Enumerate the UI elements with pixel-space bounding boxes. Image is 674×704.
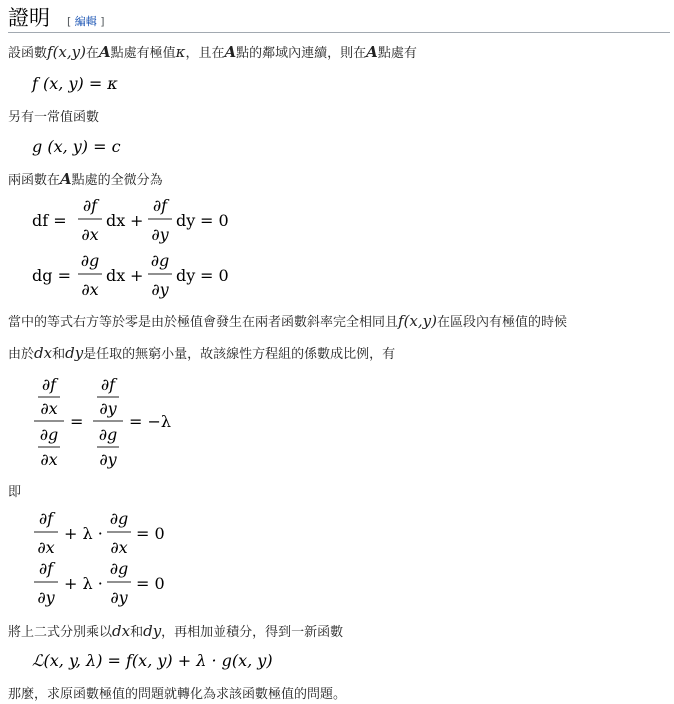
equation-system-x-svg xyxy=(32,508,232,560)
frac-num: ∂f xyxy=(82,196,98,215)
eq-rhs: = 0 xyxy=(200,266,229,285)
text: ，且在 xyxy=(185,46,225,61)
paragraph-constant-function: 另有一常值函數 xyxy=(8,110,100,125)
text: 點處的全微分為 xyxy=(71,173,163,188)
math-point-a: A xyxy=(99,43,111,61)
paragraph-conclusion: 那麼，求原函數極值的問題就轉化為求該函數極值的問題。 xyxy=(8,687,347,702)
equation-system-x xyxy=(32,508,232,560)
equation-ratio xyxy=(32,368,232,472)
eq-dy: dy xyxy=(176,211,196,230)
eq-plus-lambda: + λ · xyxy=(64,574,103,593)
equation-df-svg xyxy=(32,195,292,247)
eq-rhs: = 0 xyxy=(136,524,165,543)
frac-num: ∂g xyxy=(39,425,59,444)
text: 兩函數在 xyxy=(8,173,61,188)
text: 點的鄰域內連續，則在 xyxy=(236,46,367,61)
eq-text: g (x, y) = c xyxy=(32,137,121,156)
text: 在區段內有極值的時候 xyxy=(436,315,567,330)
edit-section xyxy=(67,13,105,29)
paragraph-namely: 即 xyxy=(8,485,22,500)
equation-g-c xyxy=(32,135,192,159)
paragraph-proportional xyxy=(8,343,395,362)
eq-dx: dx xyxy=(106,211,126,230)
math-dy: dy xyxy=(143,622,162,640)
edit-bracket-close: ] xyxy=(100,15,105,28)
frac-num: ∂f xyxy=(100,375,116,394)
math-point-a: A xyxy=(60,170,72,188)
eq-plus: + xyxy=(130,211,144,230)
frac-den: ∂x xyxy=(81,280,99,299)
equation-dg-svg xyxy=(32,250,292,302)
paragraph-slope-condition xyxy=(8,311,567,330)
frac-num: ∂g xyxy=(80,251,100,270)
eq-plus: + xyxy=(130,266,144,285)
text: 點處有極值 xyxy=(110,46,176,61)
eq-lhs: dg = xyxy=(32,266,71,285)
eq-text: ℒ(x, y, λ) = f(x, y) + λ · g(x, y) xyxy=(32,651,273,670)
frac-den: ∂y xyxy=(99,450,117,469)
text: 將上二式分別乘以 xyxy=(8,625,113,640)
frac-den: ∂y xyxy=(151,225,169,244)
frac-den: ∂x xyxy=(37,538,55,557)
text: 由於 xyxy=(8,347,35,362)
section-heading xyxy=(8,4,670,33)
frac-num: ∂f xyxy=(38,509,54,528)
equation-system-y-svg xyxy=(32,558,232,610)
eq-dy: dy xyxy=(176,266,196,285)
paragraph-setup xyxy=(8,42,417,61)
math-point-a: A xyxy=(224,43,237,61)
frac-num: ∂g xyxy=(109,559,129,578)
frac-den: ∂x xyxy=(40,450,58,469)
math-fxy: f(x,y) xyxy=(398,312,437,330)
eq-plus-lambda: + λ · xyxy=(64,524,103,543)
eq-rhs: = 0 xyxy=(136,574,165,593)
edit-bracket-open: [ xyxy=(67,15,72,28)
equation-f-kappa-svg xyxy=(32,72,192,96)
text: 在 xyxy=(85,46,99,61)
eq-equals-sign: = xyxy=(70,412,84,431)
frac-den: ∂y xyxy=(37,588,55,607)
frac-num: ∂g xyxy=(150,251,170,270)
equation-system-y xyxy=(32,558,232,610)
equation-g-c-svg xyxy=(32,135,192,159)
equation-f-kappa xyxy=(32,72,192,96)
eq-text: f (x, y) = κ xyxy=(32,74,118,93)
equation-lagrangian-svg xyxy=(32,648,332,674)
frac-den: ∂x xyxy=(110,538,128,557)
math-dy: dy xyxy=(65,344,84,362)
equation-df xyxy=(32,195,292,247)
frac-num: ∂f xyxy=(152,196,168,215)
text: 是任取的無窮小量，故該線性方程組的係數成比例，有 xyxy=(83,347,396,362)
frac-den: ∂y xyxy=(110,588,128,607)
text: 和 xyxy=(52,347,66,362)
frac-den: ∂y xyxy=(99,399,117,418)
eq-dx: dx xyxy=(106,266,126,285)
math-kappa: κ xyxy=(175,43,186,61)
eq-lhs: df = xyxy=(32,211,67,230)
math-dx: dx xyxy=(34,344,53,362)
edit-link[interactable]: 編輯 xyxy=(74,15,97,28)
paragraph-total-differential xyxy=(8,169,163,188)
text: 當中的等式右方等於零是由於極值會發生在兩者函數斜率完全相同且 xyxy=(8,315,399,330)
frac-den: ∂y xyxy=(151,280,169,299)
frac-num: ∂g xyxy=(109,509,129,528)
equation-ratio-svg xyxy=(32,368,232,472)
section-title: 證明 xyxy=(8,6,50,30)
math-dx: dx xyxy=(112,622,131,640)
text: 和 xyxy=(130,625,144,640)
text: ，再相加並積分，得到一新函數 xyxy=(161,625,344,640)
frac-num: ∂f xyxy=(41,375,57,394)
math-point-a: A xyxy=(366,43,378,61)
equation-lagrangian xyxy=(32,648,332,674)
text: 設函數 xyxy=(8,46,48,61)
paragraph-multiply-integrate xyxy=(8,621,343,640)
frac-den: ∂x xyxy=(40,399,58,418)
frac-den: ∂x xyxy=(81,225,99,244)
eq-rhs: = −λ xyxy=(129,412,172,431)
math-fxy: f(x,y) xyxy=(47,43,86,61)
text: 點處有 xyxy=(377,46,417,61)
eq-rhs: = 0 xyxy=(200,211,229,230)
frac-num: ∂g xyxy=(98,425,118,444)
frac-num: ∂f xyxy=(38,559,54,578)
equation-dg xyxy=(32,250,292,302)
